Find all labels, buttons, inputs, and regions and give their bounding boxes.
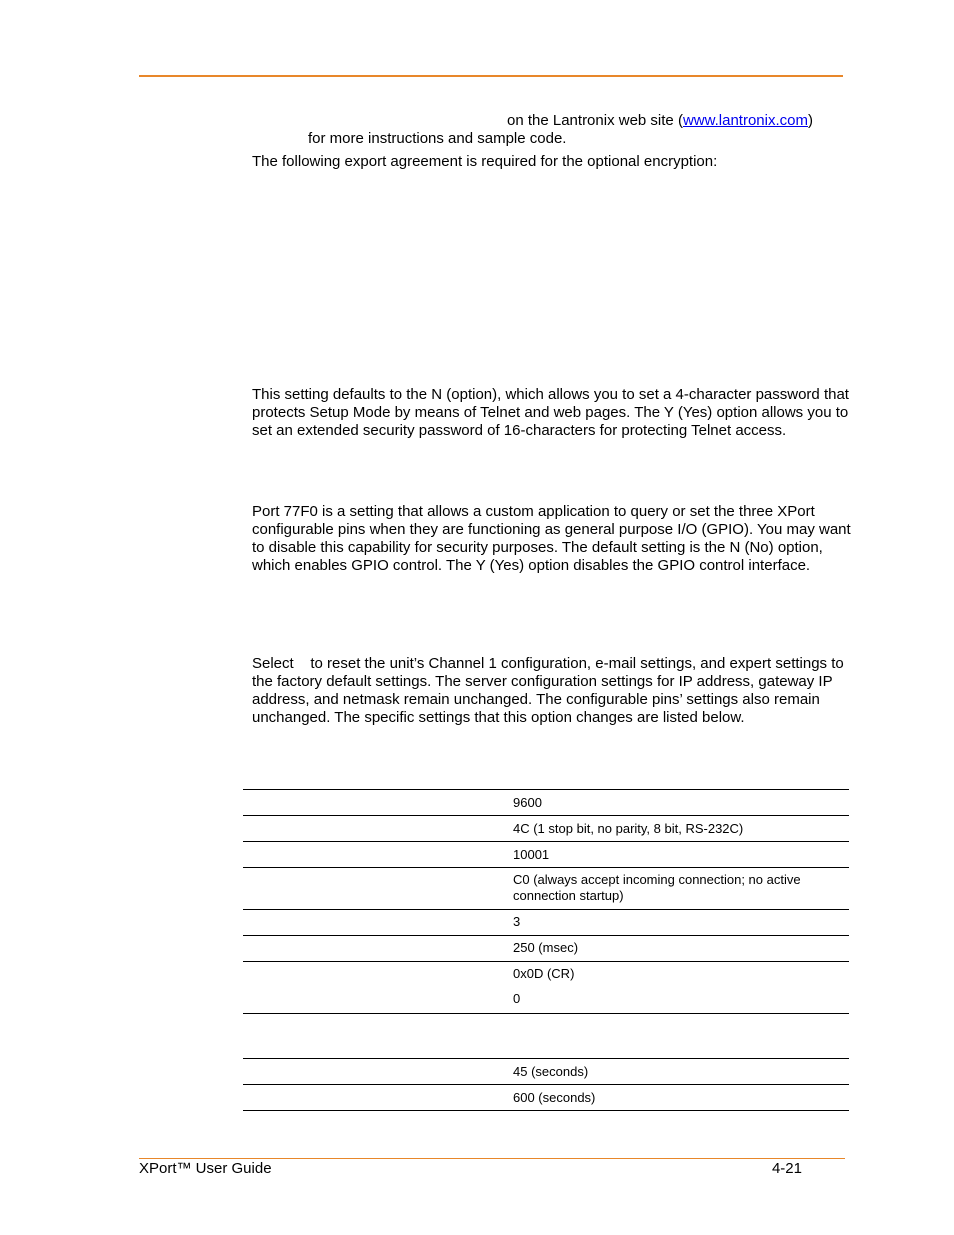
- select-paragraph: Select to reset the unit’s Channel 1 configuration, e-mail settings, and expert settings to the factory default settings. The server configuration settings for IP address, gateway IP address, and netmask remain unchanged. The configurable pins’ settings also remain unchanged. The specific settings that this option changes are listed below.: [252, 655, 848, 726]
- table-row: [243, 816, 849, 842]
- table-row: [243, 910, 849, 936]
- table-cell: 250 (msec): [513, 940, 579, 955]
- port-paragraph: Port 77F0 is a setting that allows a custom application to query or set the three XPort configurable pins when they are functioning as general purpose I/O (GPIO). You may want to disable this capability for security purposes. The default setting is the N (No) option, which enables GPIO control. The Y (Yes) option disables the GPIO control interface.: [252, 503, 851, 574]
- table-row: [243, 868, 849, 910]
- table-cell: 4C (1 stop bit, no parity, 8 bit, RS-232C): [513, 821, 744, 836]
- intro-line-2: for more instructions and sample code.: [308, 130, 567, 147]
- table-row: [243, 936, 849, 962]
- table-row: [243, 790, 849, 816]
- table-row: [243, 1085, 849, 1111]
- table-cell: 0: [513, 991, 521, 1006]
- footer-rule: [139, 1158, 845, 1159]
- table-cell-line: C0 (always accept incoming connection; no active: [513, 872, 801, 887]
- table-cell-line: connection startup): [513, 888, 624, 903]
- table-row: [243, 962, 849, 1014]
- table-row: [243, 842, 849, 868]
- table-cell: 600 (seconds): [513, 1090, 596, 1105]
- table-cell: 10001: [513, 847, 550, 862]
- lantronix-link[interactable]: www.lantronix.com: [682, 112, 808, 129]
- password-paragraph: This setting defaults to the N (option), which allows you to set a 4-character password that protects Setup Mode by means of Telnet and web pages. The Y (Yes) option allows you to set an extended security password of 16-characters for protecting Telnet access.: [252, 386, 849, 439]
- footer-title: XPort™ User Guide: [139, 1160, 272, 1177]
- header-rule: [139, 75, 843, 77]
- table-cell: 3: [513, 914, 521, 929]
- table-cell: 0x0D (CR): [513, 966, 575, 981]
- table-cell: 45 (seconds): [513, 1064, 589, 1079]
- page-number: 4-21: [771, 1160, 802, 1177]
- export-agreement-line: The following export agreement is required for the optional encryption:: [252, 153, 718, 170]
- default-settings-table: [243, 789, 849, 1111]
- table-cell: 9600: [513, 795, 542, 810]
- intro-line-1: on the Lantronix web site (www.lantronix.com): [507, 112, 813, 129]
- table-row: [243, 1059, 849, 1085]
- table-row: [243, 1014, 849, 1059]
